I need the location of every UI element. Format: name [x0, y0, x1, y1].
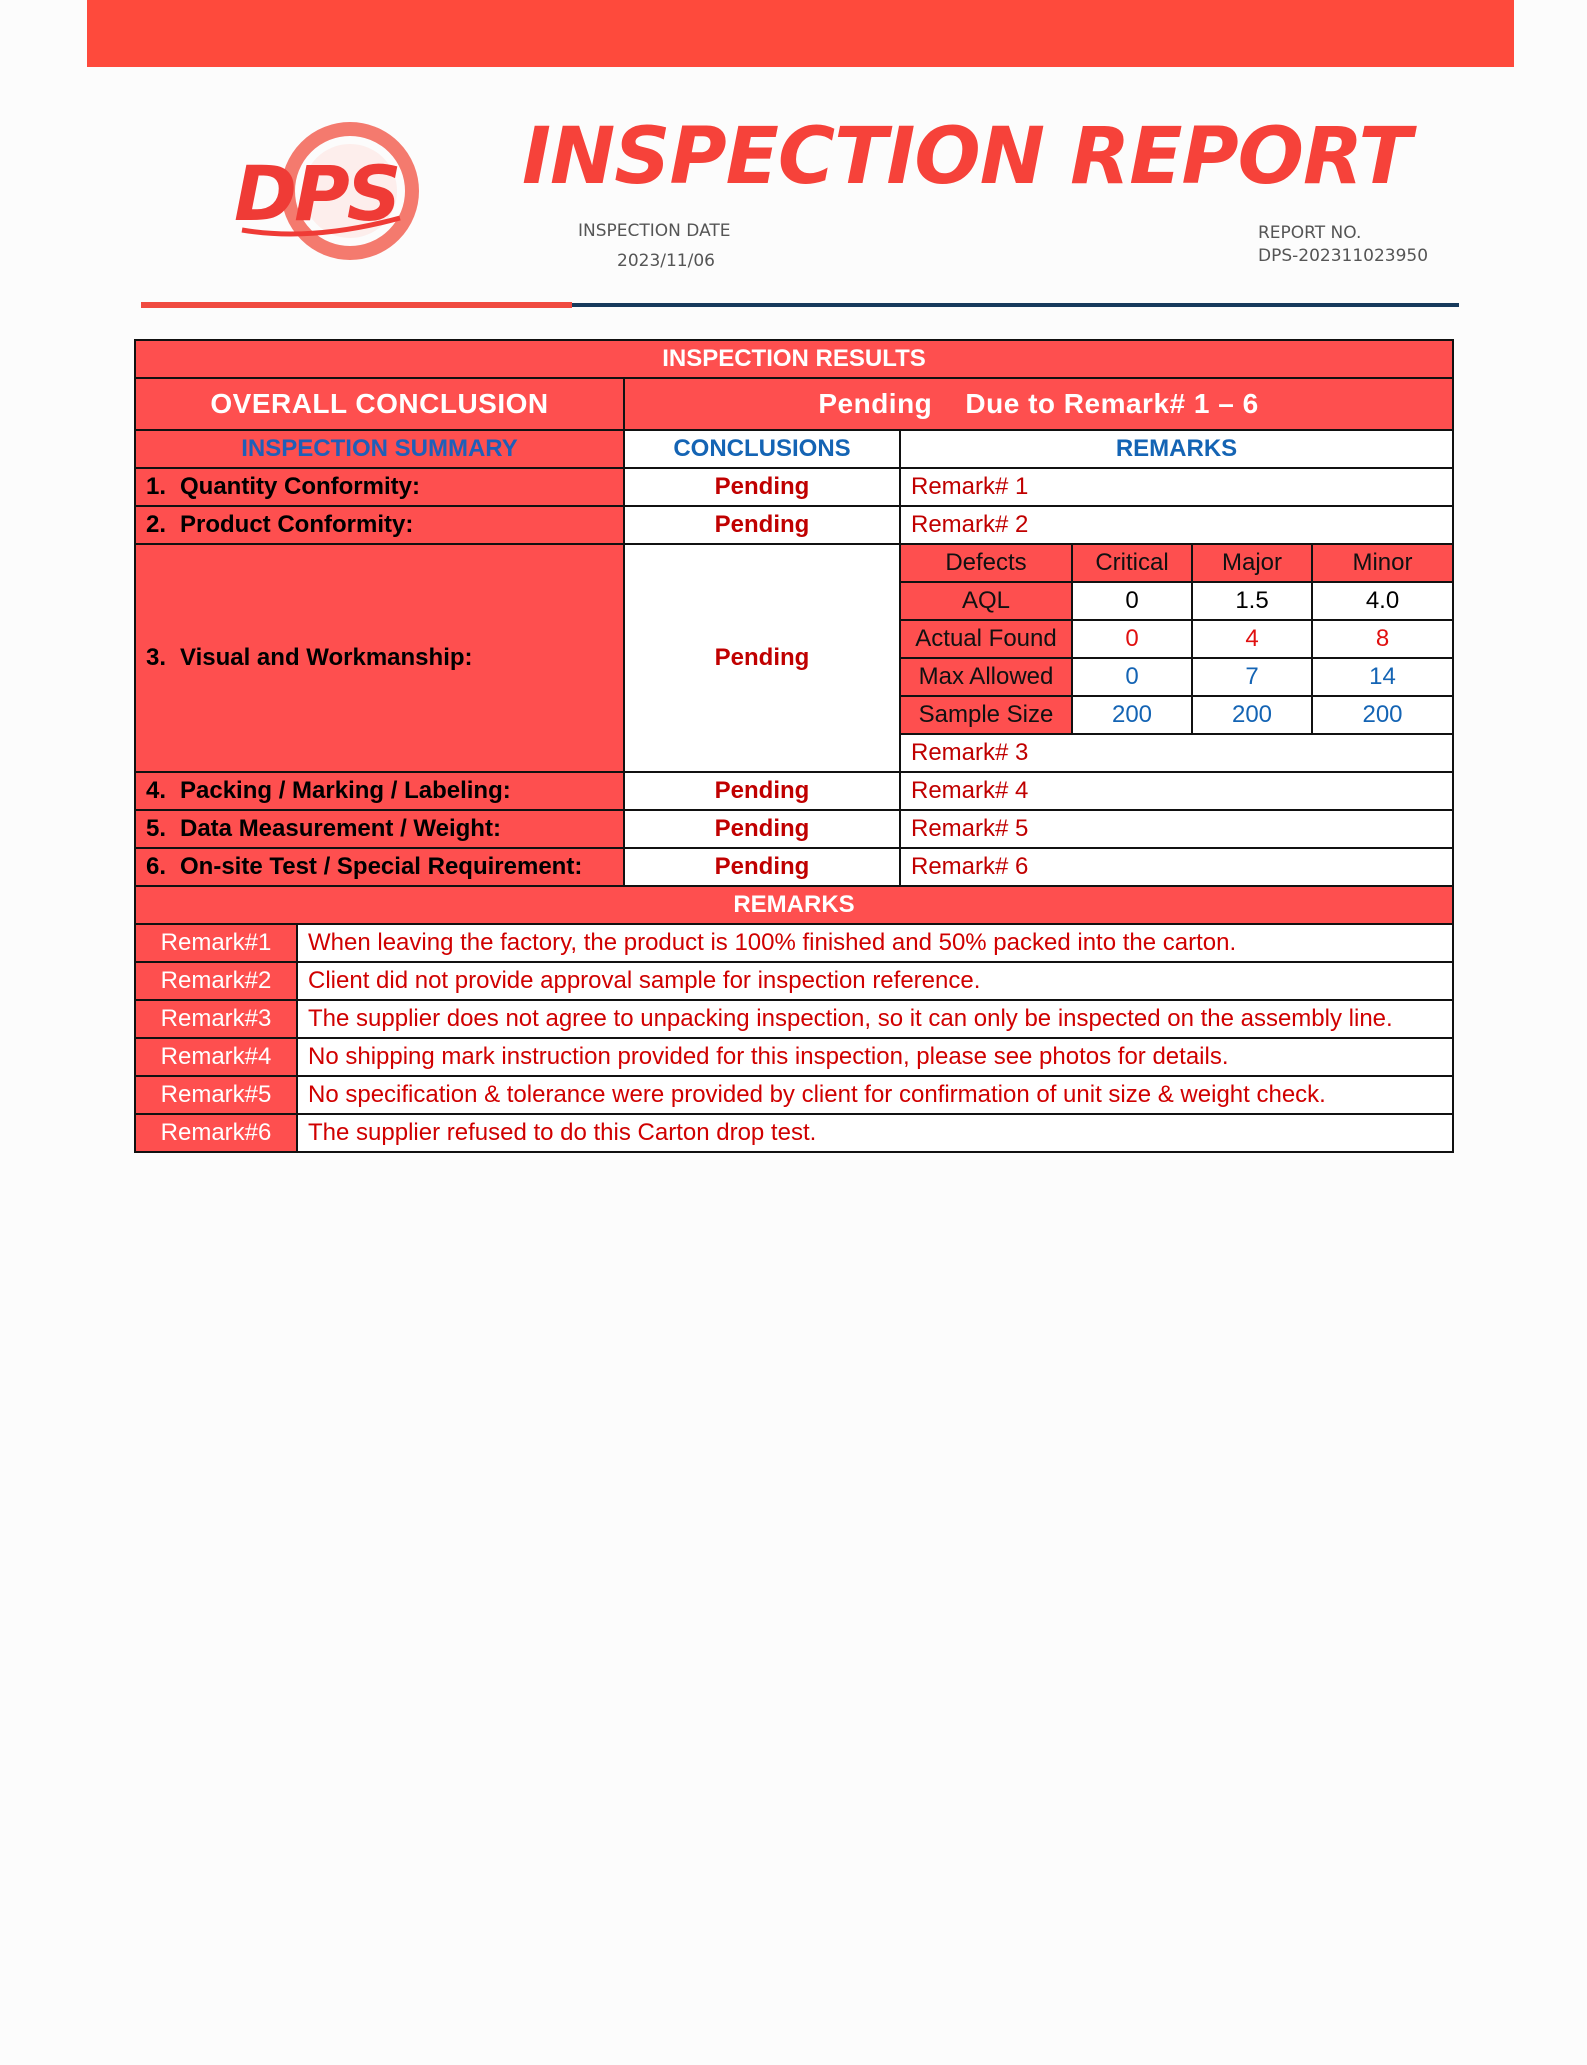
actual-found-minor: 8 — [1312, 620, 1453, 658]
item-conclusion: Pending — [624, 810, 900, 848]
remark-label: Remark#6 — [135, 1114, 297, 1152]
item-conclusion: Pending — [624, 468, 900, 506]
item-conclusion: Pending — [624, 506, 900, 544]
minor-header: Minor — [1312, 544, 1453, 582]
actual-found-critical: 0 — [1072, 620, 1192, 658]
item-number: 1. — [146, 472, 167, 500]
remark-row — [135, 1000, 1453, 1038]
sample-size-major: 200 — [1192, 696, 1312, 734]
aql-critical: 0 — [1072, 582, 1192, 620]
max-allowed-minor: 14 — [1312, 658, 1453, 696]
item-remark: Remark# 4 — [900, 772, 1453, 810]
remark-label: Remark#4 — [135, 1038, 297, 1076]
dps-logo — [232, 118, 442, 268]
remark-row — [135, 1114, 1453, 1152]
table-row — [135, 810, 1453, 848]
top-banner — [87, 0, 1514, 67]
item-remark: Remark# 3 — [900, 734, 1453, 772]
remark-row — [135, 1038, 1453, 1076]
inspection-results-table — [134, 339, 1454, 1153]
item-number: 5. — [146, 814, 167, 842]
sample-size-minor: 200 — [1312, 696, 1453, 734]
remark-text: The supplier refused to do this Carton drop test. — [297, 1114, 1453, 1152]
remark-row — [135, 1076, 1453, 1114]
report-no: DPS-202311023950 — [1258, 246, 1429, 266]
overall-conclusion-value: Pending Due to Remark# 1 – 6 — [624, 378, 1453, 430]
actual-found-major: 4 — [1192, 620, 1312, 658]
col-conclusions: CONCLUSIONS — [624, 430, 900, 468]
item-number: 4. — [146, 776, 167, 804]
item-label: Quantity Conformity: — [180, 472, 420, 500]
table-row — [135, 468, 1453, 506]
remark-text: When leaving the factory, the product is 100% finished and 50% packed into the carton. — [297, 924, 1453, 962]
item-remark: Remark# 1 — [900, 468, 1453, 506]
table-row — [135, 544, 1453, 582]
defects-header: Defects — [900, 544, 1072, 582]
remark-label: Remark#3 — [135, 1000, 297, 1038]
item-number: 2. — [146, 510, 167, 538]
inspection-date-label: INSPECTION DATE — [578, 221, 731, 241]
aql-label: AQL — [900, 582, 1072, 620]
header-divider-navy — [572, 303, 1459, 307]
aql-minor: 4.0 — [1312, 582, 1453, 620]
aql-major: 1.5 — [1192, 582, 1312, 620]
table-row — [135, 506, 1453, 544]
max-allowed-critical: 0 — [1072, 658, 1192, 696]
remark-text: The supplier does not agree to unpacking inspection, so it can only be inspected on the assembly line. — [297, 1000, 1453, 1038]
remark-label: Remark#2 — [135, 962, 297, 1000]
item-number: 6. — [146, 852, 167, 880]
item-label: Product Conformity: — [180, 510, 414, 538]
item-remark: Remark# 2 — [900, 506, 1453, 544]
item-label: Packing / Marking / Labeling: — [180, 776, 511, 804]
inspection-results-title: INSPECTION RESULTS — [135, 340, 1453, 378]
col-remarks: REMARKS — [900, 430, 1453, 468]
major-header: Major — [1192, 544, 1312, 582]
critical-header: Critical — [1072, 544, 1192, 582]
remark-label: Remark#1 — [135, 924, 297, 962]
max-allowed-label: Max Allowed — [900, 658, 1072, 696]
item-conclusion: Pending — [624, 772, 900, 810]
header-divider-red — [141, 302, 572, 308]
remarks-title: REMARKS — [135, 886, 1453, 924]
remark-text: No shipping mark instruction provided for this inspection, please see photos for details. — [297, 1038, 1453, 1076]
item-number: 3. — [146, 643, 167, 671]
overall-conclusion-label: OVERALL CONCLUSION — [135, 378, 624, 430]
item-remark: Remark# 6 — [900, 848, 1453, 886]
item-remark: Remark# 5 — [900, 810, 1453, 848]
report-no-label: REPORT NO. — [1258, 223, 1362, 243]
item-label: Visual and Workmanship: — [180, 643, 473, 671]
max-allowed-major: 7 — [1192, 658, 1312, 696]
remark-label: Remark#5 — [135, 1076, 297, 1114]
table-row — [135, 848, 1453, 886]
sample-size-critical: 200 — [1072, 696, 1192, 734]
col-inspection-summary: INSPECTION SUMMARY — [135, 430, 624, 468]
sample-size-label: Sample Size — [900, 696, 1072, 734]
inspection-date: 2023/11/06 — [617, 251, 715, 271]
svg-text:DPS: DPS — [234, 149, 399, 238]
actual-found-label: Actual Found — [900, 620, 1072, 658]
remark-text: Client did not provide approval sample for inspection reference. — [297, 962, 1453, 1000]
remark-text: No specification & tolerance were provided by client for confirmation of unit size & weight check. — [297, 1076, 1453, 1114]
item-label: Data Measurement / Weight: — [180, 814, 501, 842]
item-conclusion: Pending — [624, 544, 900, 772]
table-row — [135, 772, 1453, 810]
item-conclusion: Pending — [624, 848, 900, 886]
item-label: On-site Test / Special Requirement: — [180, 852, 583, 880]
report-title: INSPECTION REPORT — [522, 112, 1411, 202]
remark-row — [135, 962, 1453, 1000]
remark-row — [135, 924, 1453, 962]
